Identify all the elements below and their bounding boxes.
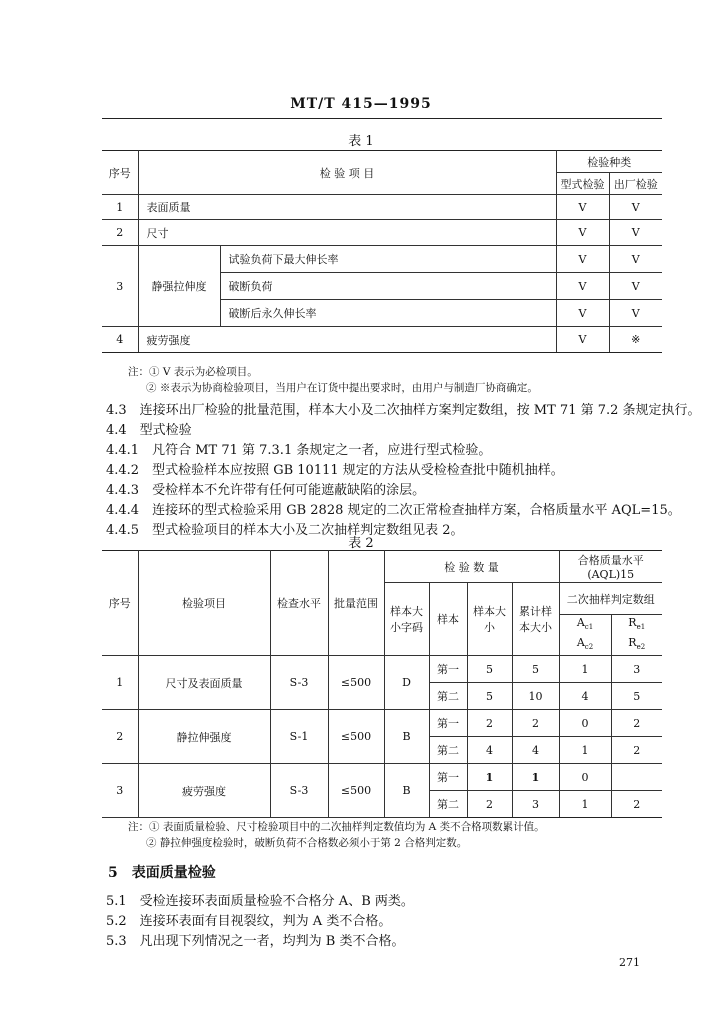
t2-head-sample: 样本	[429, 583, 467, 656]
t2-head-cum: 累计样本大小	[512, 583, 559, 656]
t2-cell: 4	[467, 737, 512, 764]
t2-head-level: 检查水平	[270, 551, 328, 656]
table-2	[102, 550, 662, 818]
t2-cell: 0	[559, 764, 611, 791]
t2-head-ac	[559, 615, 611, 656]
t2-cell: B	[384, 710, 429, 764]
t2-cell: ≤500	[328, 656, 384, 710]
t2-cell: 0	[559, 710, 611, 737]
table-row	[102, 764, 662, 791]
para-4-4-1: 4.4.1 凡符合 MT 71 第 7.3.1 条规定之一者，应进行型式检验。	[106, 443, 492, 458]
t2-head-range: 批量范围	[328, 551, 384, 656]
t2-head-aql: 合格质量水平(AQL)15	[559, 551, 662, 583]
para-5-3: 5.3 凡出现下列情况之一者，均判为 B 类不合格。	[106, 934, 405, 949]
t2-note-1: 注：① 表面质量检验、尺寸检验项目中的二次抽样判定数值均为 A 类不合格项数累计值。	[128, 821, 545, 833]
t1-cell: V	[609, 300, 662, 327]
t1-head-kind: 检验种类	[556, 151, 662, 173]
t2-cell: 2	[611, 791, 662, 818]
t1-cell: V	[556, 220, 609, 246]
t2-head-size: 样本大小	[467, 583, 512, 656]
re2-label: R	[628, 636, 637, 650]
t1-cell: 静强拉伸度	[138, 246, 220, 327]
t1-cell: V	[609, 246, 662, 273]
para-5-1: 5.1 受检连接环表面质量检验不合格分 A、B 两类。	[106, 894, 414, 909]
t1-cell: V	[609, 195, 662, 220]
table-row	[102, 656, 662, 683]
t1-head-type: 型式检验	[556, 173, 609, 195]
t2-cell: 10	[512, 683, 559, 710]
t1-cell: 1	[102, 195, 138, 220]
t1-cell: 2	[102, 220, 138, 246]
para-4-4-2: 4.4.2 型式检验样本应按照 GB 10111 规定的方法从受检检查批中随机抽样。	[106, 463, 564, 478]
table2-caption: 表 2	[348, 536, 374, 551]
t2-cell: ≤500	[328, 764, 384, 818]
t1-cell: 尺寸	[138, 220, 556, 246]
t2-head-item: 检验项目	[138, 551, 270, 656]
ac1-sub: c1	[584, 623, 594, 632]
t2-cell: 5	[467, 683, 512, 710]
t1-note-2: ② ※表示为协商检验项目，当用户在订货中提出要求时，由用户与制造厂协商确定。	[146, 382, 538, 394]
table-row	[102, 220, 662, 246]
re1-sub: e1	[636, 623, 646, 632]
t2-cell: 第一	[429, 764, 467, 791]
para-4-3: 4.3 连接环出厂检验的批量范围，样本大小及二次抽样方案判定数组，按 MT 71 第 7.2 条规定执行。	[106, 403, 701, 418]
t1-cell: 疲劳强度	[138, 327, 556, 353]
table-1	[102, 150, 662, 353]
t2-cell: 1	[467, 764, 512, 791]
t2-cell: S-1	[270, 710, 328, 764]
t1-cell: 试验负荷下最大伸长率	[220, 246, 556, 273]
t2-cell: 4	[559, 683, 611, 710]
t2-cell: 第一	[429, 656, 467, 683]
section-5-title: 5 表面质量检验	[108, 865, 216, 881]
t2-cell: 3	[102, 764, 138, 818]
para-4-4-3: 4.4.3 受检样本不允许带有任何可能遮蔽缺陷的涂层。	[106, 483, 426, 498]
para-4-4-5: 4.4.5 型式检验项目的样本大小及二次抽样判定数组见表 2。	[106, 523, 464, 538]
t2-cell: 第二	[429, 791, 467, 818]
t2-cell: 3	[512, 791, 559, 818]
table-row	[102, 710, 662, 737]
table-row	[102, 195, 662, 220]
t2-head-inspect: 检 验 数 量	[384, 551, 559, 583]
t2-cell: 4	[512, 737, 559, 764]
header-rule	[102, 118, 662, 119]
t1-cell: V	[556, 273, 609, 300]
t2-cell: S-3	[270, 764, 328, 818]
t1-cell: V	[556, 300, 609, 327]
t2-cell: D	[384, 656, 429, 710]
ac2-sub: c2	[584, 643, 594, 652]
t1-head-item: 检 验 项 目	[138, 151, 556, 195]
t1-head-seq: 序号	[102, 151, 138, 195]
t1-cell: 4	[102, 327, 138, 353]
t2-cell: 1	[512, 764, 559, 791]
t2-head-code: 样本大小字码	[384, 583, 429, 656]
para-4-4: 4.4 型式检验	[106, 423, 192, 438]
t1-head-factory: 出厂检验	[609, 173, 662, 195]
t1-cell: V	[609, 220, 662, 246]
t2-cell: 第一	[429, 710, 467, 737]
t2-head-re	[611, 615, 662, 656]
t2-cell: 1	[559, 791, 611, 818]
t2-cell: 第二	[429, 737, 467, 764]
table-row	[102, 246, 662, 273]
t1-cell: V	[609, 273, 662, 300]
page-number: 271	[619, 956, 640, 969]
t2-cell: 1	[559, 737, 611, 764]
t1-cell: 破断后永久伸长率	[220, 300, 556, 327]
t1-cell: ※	[609, 327, 662, 353]
t2-cell: B	[384, 764, 429, 818]
t1-cell: 表面质量	[138, 195, 556, 220]
t2-cell: 1	[559, 656, 611, 683]
t1-cell: 3	[102, 246, 138, 327]
t2-cell: 3	[611, 656, 662, 683]
t2-cell: 静拉伸强度	[138, 710, 270, 764]
table1-caption: 表 1	[348, 134, 374, 149]
t2-cell: 1	[102, 656, 138, 710]
para-4-4-4: 4.4.4 连接环的型式检验采用 GB 2828 规定的二次正常检查抽样方案，合格质量水平 AQL=15。	[106, 503, 681, 518]
t2-cell: 尺寸及表面质量	[138, 656, 270, 710]
t2-cell: 5	[512, 656, 559, 683]
t1-cell: 破断负荷	[220, 273, 556, 300]
t2-cell: 2	[467, 791, 512, 818]
t1-cell: V	[556, 327, 609, 353]
t2-note-2: ② 静拉伸强度检验时，破断负荷不合格数必须小于第 2 合格判定数。	[146, 837, 468, 849]
page-header: MT/T 415—1995	[290, 96, 432, 112]
t1-cell: V	[556, 246, 609, 273]
t2-cell: 2	[611, 710, 662, 737]
t2-head-plan: 二次抽样判定数组	[559, 583, 662, 615]
t2-cell: 第二	[429, 683, 467, 710]
t2-cell	[611, 764, 662, 791]
t2-cell: 2	[611, 737, 662, 764]
t1-note-1: 注：① V 表示为必检项目。	[128, 366, 258, 378]
t2-head-seq: 序号	[102, 551, 138, 656]
t2-cell: 疲劳强度	[138, 764, 270, 818]
t2-cell: S-3	[270, 656, 328, 710]
table-row	[102, 327, 662, 353]
t2-cell: 5	[611, 683, 662, 710]
t2-cell: 2	[102, 710, 138, 764]
t2-cell: 2	[467, 710, 512, 737]
t2-cell: ≤500	[328, 710, 384, 764]
re1-label: R	[628, 616, 637, 629]
para-5-2: 5.2 连接环表面有目视裂纹，判为 A 类不合格。	[106, 914, 392, 929]
ac1-label: A	[576, 616, 585, 629]
ac2-label: A	[576, 636, 585, 650]
t2-cell: 5	[467, 656, 512, 683]
t1-cell: V	[556, 195, 609, 220]
t2-cell: 2	[512, 710, 559, 737]
re2-sub: e2	[636, 643, 646, 652]
